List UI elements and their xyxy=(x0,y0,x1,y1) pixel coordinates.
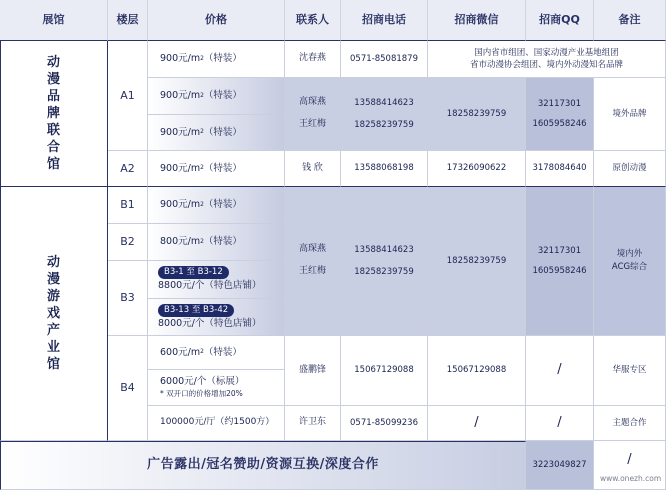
floor-a1: A1 xyxy=(108,41,148,151)
wechat-a1-group: 18258239759 xyxy=(428,78,526,151)
bottom-remark: / xyxy=(594,441,666,490)
floor-b4: B4 xyxy=(108,336,148,441)
hall-name-game-text: 动漫游戏产业馆 xyxy=(47,255,62,372)
qq-b-group: 32117301 1605958246 xyxy=(526,187,594,336)
hall-name-game xyxy=(0,187,108,441)
price-b4-b-text: 6000元/个（标展） xyxy=(160,376,245,388)
header-qq: 招商QQ xyxy=(526,0,594,41)
floor-b3: B3 xyxy=(108,261,148,336)
zone-pill-b3-b: B3-13 至 B3-42 xyxy=(158,304,234,317)
header-contact: 联系人 xyxy=(285,0,341,41)
price-b4-a: 600元/m 2 （特装） xyxy=(148,336,285,370)
remark-a2: 原创动漫 xyxy=(594,151,666,187)
floor-b1: B1 xyxy=(108,187,148,224)
phone-b-group: 13588414623 18258239759 xyxy=(341,187,428,336)
price-b3-b-text: 8000元/个（特色店铺） xyxy=(158,317,262,329)
header-remark: 备注 xyxy=(594,0,666,41)
remark-b4-group: 华服专区 xyxy=(594,336,666,406)
floor-a2: A2 xyxy=(108,151,148,187)
price-b3-b xyxy=(148,299,285,336)
contact-b4-c: 许卫东 xyxy=(285,406,341,441)
header-hall: 展馆 xyxy=(0,0,108,41)
price-b2: 800元/m 2 （特装） xyxy=(148,224,285,261)
phone-a1-group: 13588414623 18258239759 xyxy=(341,78,428,151)
price-b3-a-text: 8800元/个（特色店铺） xyxy=(158,280,262,292)
phone-b4-group: 15067129088 xyxy=(341,336,428,406)
price-a2: 900元/m 2 （特装） xyxy=(148,151,285,187)
header-wechat: 招商微信 xyxy=(428,0,526,41)
zone-pill-b3-a: B3-1 至 B3-12 xyxy=(158,266,229,279)
floor-b2: B2 xyxy=(108,224,148,261)
contact-a1-group: 高琛燕 王红梅 xyxy=(285,78,341,151)
bottom-banner xyxy=(0,441,526,490)
contact-b4-group: 盛鹏锋 xyxy=(285,336,341,406)
watermark: www.onezh.com xyxy=(600,474,662,483)
price-b4-b-note: * 双开口的价格增加20% xyxy=(160,388,243,398)
phone-b4-c: 0571-85099236 xyxy=(341,406,428,441)
hall-name-brand-text: 动漫品牌联合馆 xyxy=(47,55,62,172)
info-a1-1 xyxy=(428,41,666,78)
remark-a1-group: 境外品牌 xyxy=(594,78,666,151)
remark-b-group: 境内外 ACG综合 xyxy=(594,187,666,336)
price-b1: 900元/m 2 （特装） xyxy=(148,187,285,224)
qq-a1-group: 32117301 1605958246 xyxy=(526,78,594,151)
header-price: 价格 xyxy=(148,0,285,41)
wechat-a2: 17326090622 xyxy=(428,151,526,187)
qq-b4-group: / xyxy=(526,336,594,406)
remark-b4-c: 主题合作 xyxy=(594,406,666,441)
header-floor: 楼层 xyxy=(108,0,148,41)
wechat-b4-group: 15067129088 xyxy=(428,336,526,406)
price-b3-a xyxy=(148,261,285,299)
wechat-b4-c: / xyxy=(428,406,526,441)
price-b4-b xyxy=(148,370,285,406)
price-a1-1: 900元/m 2 （特装） xyxy=(148,41,285,78)
bottom-banner-text: 广告露出/冠名赞助/资源互换/深度合作 xyxy=(147,457,379,473)
price-a1-2: 900元/m 2 （特装） xyxy=(148,78,285,115)
qq-a2: 3178084640 xyxy=(526,151,594,187)
bottom-qq: 3223049827 xyxy=(526,441,594,490)
hall-name-brand xyxy=(0,41,108,187)
header-phone: 招商电话 xyxy=(341,0,428,41)
info-line-2: 省市动漫协会组团、境内外动漫知名品牌 xyxy=(469,60,623,70)
phone-a2: 13588068198 xyxy=(341,151,428,187)
phone-a1-1: 0571-85081879 xyxy=(341,41,428,78)
contact-b-group: 高琛燕 王红梅 xyxy=(285,187,341,336)
price-a1-3: 900元/m 2 （特装） xyxy=(148,115,285,151)
wechat-b-group: 18258239759 xyxy=(428,187,526,336)
qq-b4-c: / xyxy=(526,406,594,441)
info-line-1: 国内省市组团、国家动漫产业基地组团 xyxy=(474,47,619,58)
price-b4-c: 100000元/厅（约1500方） xyxy=(148,406,285,441)
contact-a1-1: 沈春燕 xyxy=(285,41,341,78)
contact-a2: 钱 欣 xyxy=(285,151,341,187)
